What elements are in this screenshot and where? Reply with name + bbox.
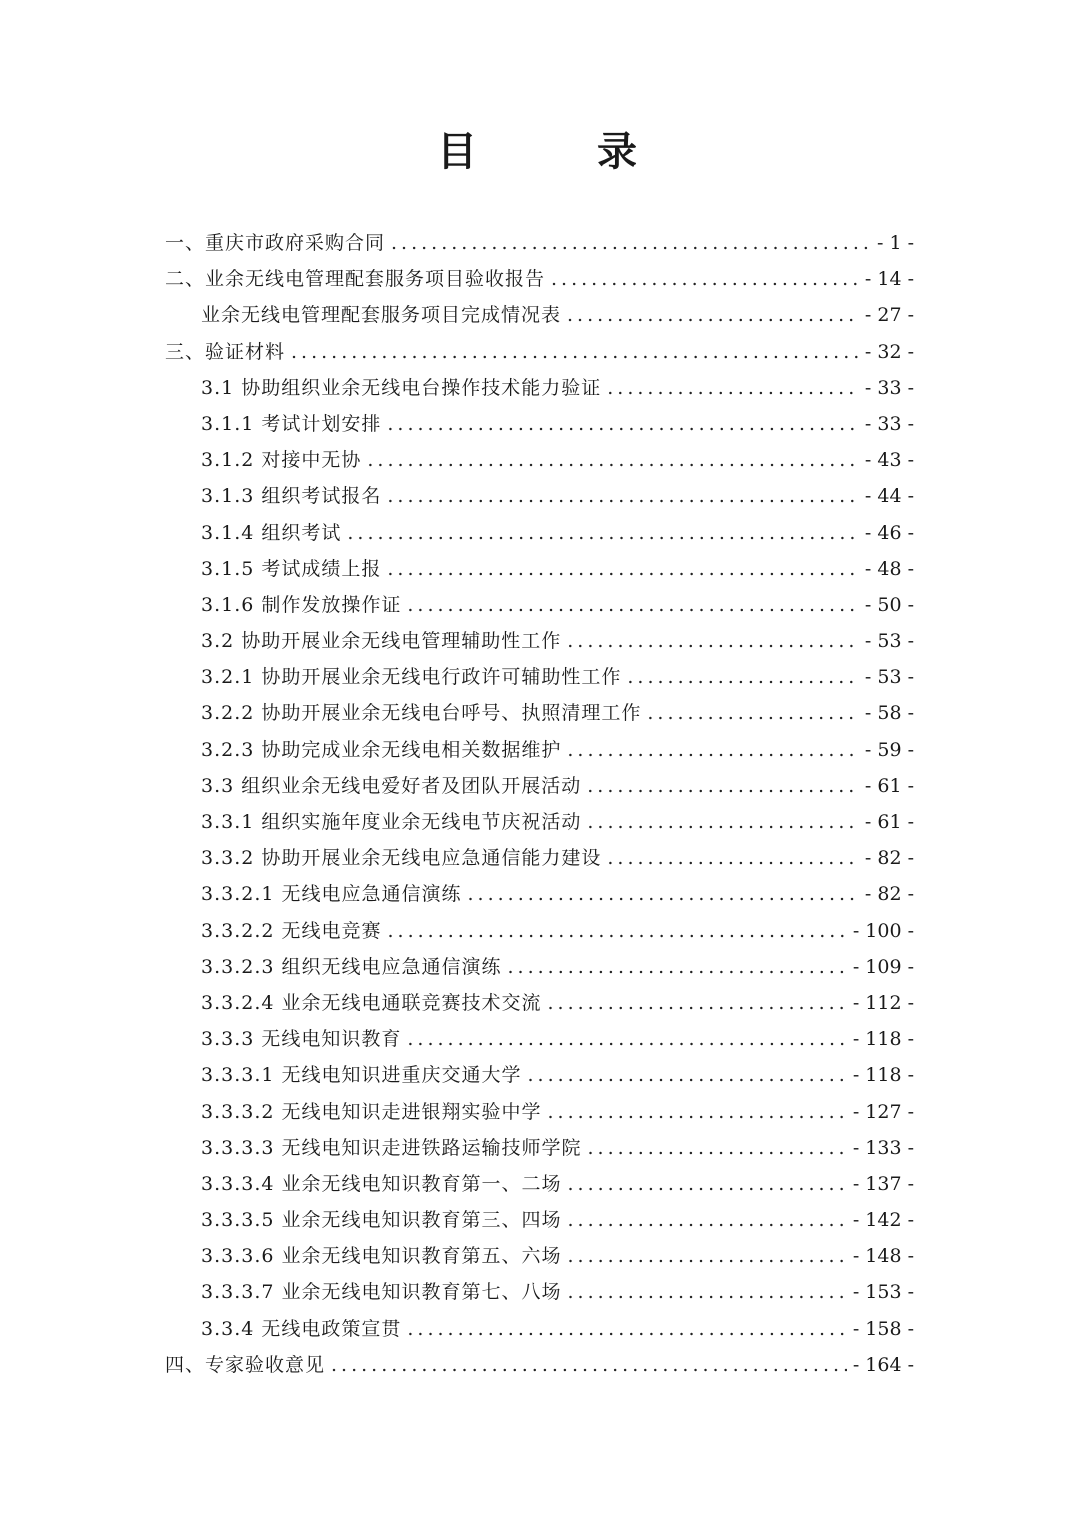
toc-entry[interactable]: [165, 554, 914, 590]
toc-entry[interactable]: [165, 1169, 914, 1205]
toc-entry-page-number: - 44 -: [864, 485, 914, 508]
toc-leader-dots: [387, 558, 859, 580]
toc-entry-page-number: - 148 -: [852, 1245, 914, 1268]
toc-entry-label: 3.3.3.1 无线电知识进重庆交通大学: [201, 1064, 522, 1087]
toc-entry-page-number: - 82 -: [864, 847, 914, 870]
toc-leader-dots: [587, 775, 859, 797]
toc-entry[interactable]: [165, 1205, 914, 1241]
toc-leader-dots: [468, 883, 859, 905]
toc-entry-page-number: - 50 -: [864, 593, 914, 616]
toc-entry[interactable]: [165, 807, 914, 843]
toc-entry-label: 3.3.3.7 业余无线电知识教育第七、八场: [201, 1281, 562, 1304]
toc-entry-page-number: - 32 -: [864, 340, 914, 363]
toc-entry-label: 3.3.3.4 业余无线电知识教育第一、二场: [201, 1172, 562, 1195]
toc-entry-page-number: - 33 -: [864, 376, 914, 399]
toc-leader-dots: [567, 630, 859, 652]
toc-entry-label: 3.1.6 制作发放操作证: [201, 593, 402, 616]
toc-entry[interactable]: [165, 518, 914, 554]
toc-leader-dots: [568, 1245, 847, 1267]
toc-leader-dots: [568, 1281, 847, 1303]
toc-entry[interactable]: [165, 916, 914, 952]
toc-leader-dots: [407, 594, 859, 616]
toc-entry[interactable]: [165, 337, 914, 373]
toc-leader-dots: [528, 1064, 847, 1086]
toc-entry[interactable]: [165, 228, 914, 264]
toc-entry-page-number: - 1 -: [876, 232, 914, 254]
toc-leader-dots: [388, 920, 847, 942]
toc-entry[interactable]: [165, 1133, 914, 1169]
toc-entry[interactable]: [165, 698, 914, 734]
toc-entry-page-number: - 118 -: [852, 1064, 914, 1087]
toc-entry[interactable]: [165, 735, 914, 771]
toc-entry-label: 3.3.3.6 业余无线电知识教育第五、六场: [201, 1245, 562, 1268]
toc-entry-page-number: - 82 -: [864, 883, 914, 906]
toc-entry[interactable]: [165, 879, 914, 915]
toc-entry-page-number: - 33 -: [864, 412, 914, 435]
toc-leader-dots: [407, 1318, 846, 1340]
toc-entry-label: 3.2.2 协助开展业余无线电台呼号、执照清理工作: [201, 702, 642, 725]
toc-entry-label: 3.1 协助组织业余无线电台操作技术能力验证: [201, 376, 602, 399]
toc-entry-page-number: - 137 -: [852, 1172, 914, 1195]
toc-entry-label: 3.3.4 无线电政策宣贯: [201, 1317, 402, 1340]
toc-entry-label: 3.3.2 协助开展业余无线电应急通信能力建设: [201, 847, 602, 870]
toc-leader-dots: [387, 413, 859, 435]
toc-leader-dots: [568, 1209, 847, 1231]
toc-entry[interactable]: [165, 662, 914, 698]
toc-leader-dots: [548, 992, 847, 1014]
toc-leader-dots: [367, 449, 859, 471]
toc-entry-page-number: - 142 -: [852, 1209, 914, 1232]
toc-leader-dots: [607, 847, 859, 869]
toc-leader-dots: [508, 956, 847, 978]
toc-entry-page-number: - 112 -: [852, 991, 914, 1014]
toc-leader-dots: [391, 232, 871, 254]
toc-entry[interactable]: [165, 1314, 914, 1350]
toc-entry-page-number: - 164 -: [852, 1353, 914, 1376]
toc-entry[interactable]: [165, 481, 914, 517]
toc-entry-page-number: - 158 -: [852, 1317, 914, 1340]
toc-entry-label: 3.1.3 组织考试报名: [201, 485, 382, 508]
toc-entry[interactable]: [165, 843, 914, 879]
toc-leader-dots: [588, 1137, 847, 1159]
toc-entry-page-number: - 61 -: [864, 774, 914, 797]
toc-entry[interactable]: [165, 1024, 914, 1060]
toc-entry-label: 四、专家验收意见: [165, 1353, 326, 1376]
toc-entry-label: 3.1.4 组织考试: [201, 521, 342, 544]
toc-entry[interactable]: [165, 1241, 914, 1277]
toc-entry[interactable]: [165, 373, 914, 409]
toc-leader-dots: [551, 268, 859, 290]
toc-entry-label: 3.2.1 协助开展业余无线电行政许可辅助性工作: [201, 666, 622, 689]
toc-entry[interactable]: [165, 300, 914, 336]
toc-leader-dots: [331, 1354, 847, 1376]
toc-entry-label: 3.1.1 考试计划安排: [201, 412, 382, 435]
toc-leader-dots: [627, 666, 859, 688]
toc-entry-page-number: - 133 -: [852, 1136, 914, 1159]
toc-leader-dots: [568, 1173, 847, 1195]
toc-entry[interactable]: [165, 952, 914, 988]
toc-entry-label: 3.3.3.2 无线电知识走进银翔实验中学: [201, 1100, 542, 1123]
toc-entry-page-number: - 48 -: [864, 557, 914, 580]
toc-entry[interactable]: [165, 626, 914, 662]
toc-entry-page-number: - 53 -: [864, 630, 914, 653]
toc-entry-page-number: - 27 -: [864, 304, 914, 327]
toc-leader-dots: [291, 341, 859, 363]
toc-entry-label: 3.1.2 对接中无协: [201, 449, 362, 472]
toc-leader-dots: [567, 304, 859, 326]
toc-entry[interactable]: [165, 771, 914, 807]
toc-entry-page-number: - 46 -: [864, 521, 914, 544]
toc-leader-dots: [347, 522, 859, 544]
toc-entry-page-number: - 109 -: [852, 955, 914, 978]
toc-entry-page-number: - 43 -: [864, 449, 914, 472]
toc-entry-label: 业余无线电管理配套服务项目完成情况表: [201, 304, 562, 327]
toc-entry-page-number: - 59 -: [864, 738, 914, 761]
toc-entry-page-number: - 127 -: [852, 1100, 914, 1123]
toc-leader-dots: [647, 702, 859, 724]
toc-entry-label: 三、验证材料: [165, 340, 286, 363]
toc-entry[interactable]: [165, 1060, 914, 1096]
toc-entry-page-number: - 153 -: [852, 1281, 914, 1304]
toc-entry-label: 3.3.2.2 无线电竞赛: [201, 919, 382, 942]
toc-entry-label: 3.1.5 考试成绩上报: [201, 557, 382, 580]
toc-entry[interactable]: [165, 590, 914, 626]
toc-entry-label: 3.3.2.4 业余无线电通联竞赛技术交流: [201, 991, 542, 1014]
toc-leader-dots: [587, 811, 859, 833]
toc-leader-dots: [607, 377, 859, 399]
toc-entry[interactable]: [165, 1350, 914, 1386]
toc-entry[interactable]: [165, 1097, 914, 1133]
toc-entry-label: 3.3.3 无线电知识教育: [201, 1028, 402, 1051]
toc-leader-dots: [567, 739, 859, 761]
toc-entry-label: 3.3.3.3 无线电知识走进铁路运输技师学院: [201, 1136, 582, 1159]
page-title: 目 录: [437, 128, 677, 175]
toc-leader-dots: [548, 1101, 847, 1123]
toc-entry-page-number: - 100 -: [852, 919, 914, 942]
toc-entry-label: 3.3.1 组织实施年度业余无线电节庆祝活动: [201, 811, 582, 833]
toc-entry-page-number: - 53 -: [864, 666, 914, 689]
toc-entry-label: 3.3.3.5 业余无线电知识教育第三、四场: [201, 1209, 562, 1232]
toc-entry-label: 3.2.3 协助完成业余无线电相关数据维护: [201, 738, 562, 761]
toc-entry-label: 一、重庆市政府采购合同: [165, 232, 386, 254]
toc-entry-label: 3.3 组织业余无线电爱好者及团队开展活动: [201, 774, 582, 797]
toc-entry-page-number: - 118 -: [852, 1028, 914, 1051]
toc-entry-label: 3.3.2.1 无线电应急通信演练: [201, 883, 462, 906]
toc-entry-page-number: - 61 -: [864, 811, 914, 833]
toc-entry[interactable]: [165, 988, 914, 1024]
toc-entry-label: 3.2 协助开展业余无线电管理辅助性工作: [201, 630, 562, 653]
toc-entry-label: 3.3.2.3 组织无线电应急通信演练: [201, 955, 502, 978]
toc-leader-dots: [407, 1028, 846, 1050]
toc-entry-page-number: - 58 -: [864, 702, 914, 725]
table-of-contents: [165, 228, 914, 1386]
toc-entry[interactable]: [165, 264, 914, 300]
toc-leader-dots: [387, 485, 859, 507]
toc-entry-page-number: - 14 -: [864, 268, 914, 291]
toc-entry[interactable]: [165, 1277, 914, 1313]
toc-entry[interactable]: [165, 409, 914, 445]
toc-entry[interactable]: [165, 445, 914, 481]
toc-entry-label: 二、业余无线电管理配套服务项目验收报告: [165, 268, 546, 291]
